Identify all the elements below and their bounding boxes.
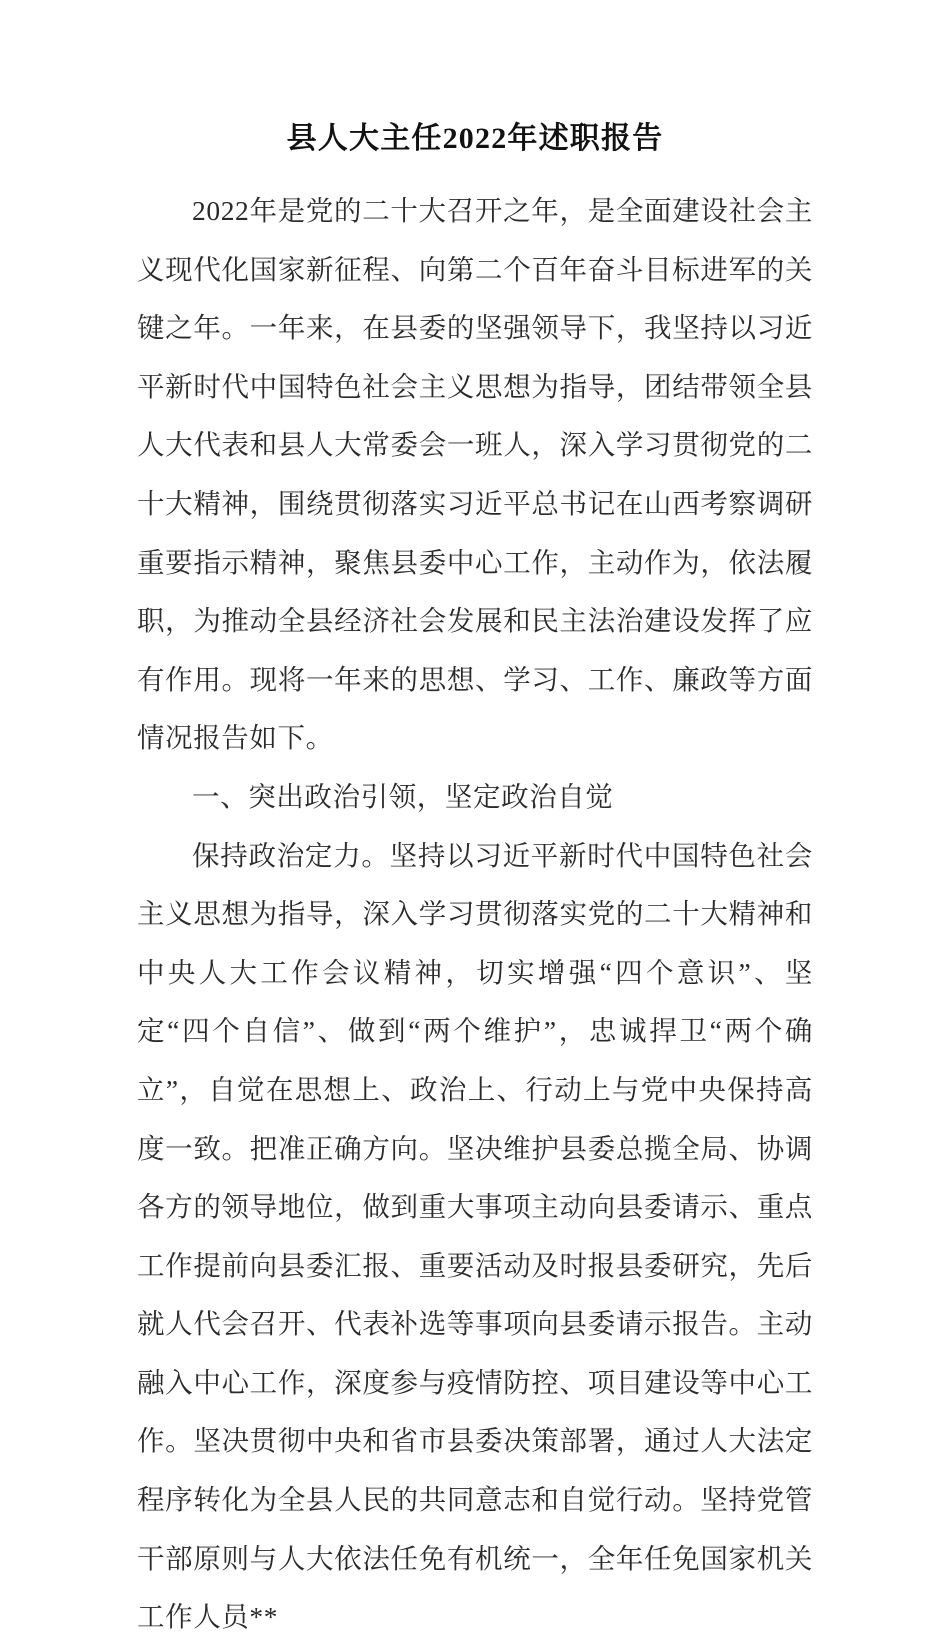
paragraph-intro: 2022年是党的二十大召开之年，是全面建设社会主义现代化国家新征程、向第二个百年奋斗目标进军的关键之年。一年来，在县委的坚强领导下，我坚持以习近平新时代中国特色社会主义思想为指导，团结带领全县人大代表和县人大常委会一班人，深入学习贯彻党的二十大精神，围绕贯彻落实习近平总书记在山西考察调研重要指示精神，聚焦县委中心工作，主动作为，依法履职，为推动全县经济社会发展和民主法治建设发挥了应有作用。现将一年来的思想、学习、工作、廉政等方面情况报告如下。 <box>137 195 813 754</box>
document-body <box>137 118 813 1647</box>
paragraph-section-one-body: 保持政治定力。坚持以习近平新时代中国特色社会主义思想为指导，深入学习贯彻落实党的二十大精神和中央人大工作会议精神，切实增强“四个意识”、坚定“四个自信”、做到“两个维护”，忠诚捍卫“两个确立”，自觉在思想上、政治上、行动上与党中央保持高度一致。把准正确方向。坚决维护县委总揽全局、协调各方的领导地位，做到重大事项主动向县委请示、重点工作提前向县委汇报、重要活动及时报县委研究，先后就人代会召开、代表补选等事项向县委请示报告。主动融入中心工作，深度参与疫情防控、项目建设等中心工作。坚决贯彻中央和省市县委决策部署，通过人大法定程序转化为全县人民的共同意志和自觉行动。坚持党管干部原则与人大依法任免有机统一，全年任免国家机关工作人员** <box>137 839 813 1633</box>
section-heading-one: 一、突出政治引领，坚定政治自觉 <box>192 780 614 812</box>
page-title: 县人大主任2022年述职报告 <box>286 122 664 155</box>
